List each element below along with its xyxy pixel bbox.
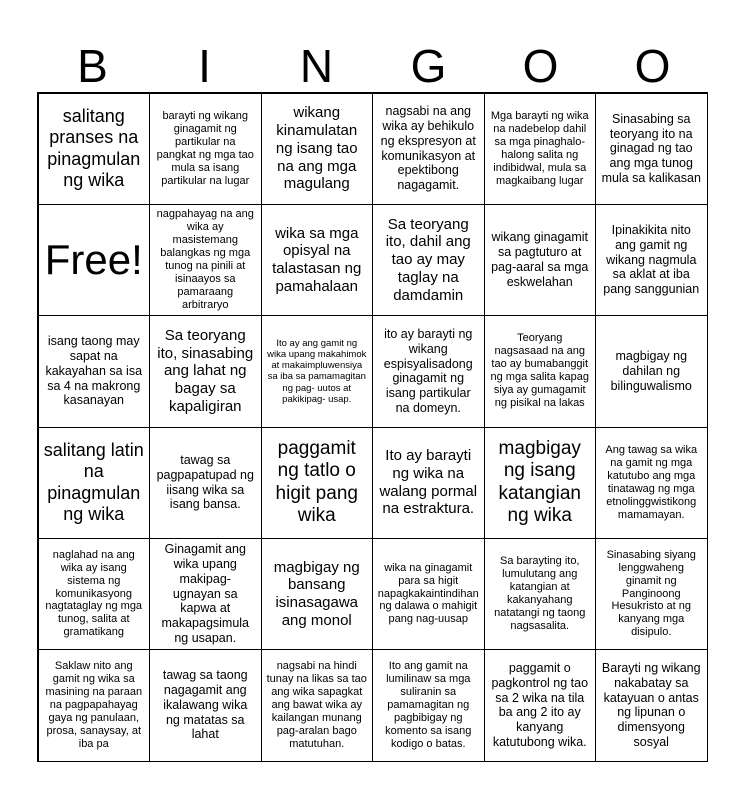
bingo-cell[interactable]: salitang latin na pinagmulan ng wika	[38, 427, 151, 539]
bingo-cell[interactable]: Ito ay barayti ng wika na walang pormal na estraktura.	[372, 427, 485, 539]
bingo-cell[interactable]: Ang tawag sa wika na gamit ng mga katutubo ang mga tinatawag ng mga etnolinggwistikong mamamayan.	[595, 427, 708, 539]
bingo-cell[interactable]: nagpahayag na ang wika ay masistemang balangkas ng mga tunog na pinili at isinaayos sa pamaraang arbitraryo	[149, 204, 262, 316]
bingo-cell[interactable]: magbigay ng isang katangian ng wika	[484, 427, 597, 539]
bingo-cell[interactable]: magbigay ng bansang isinasagawa ang monol	[261, 538, 374, 650]
header-letter-g: G	[410, 40, 447, 92]
bingo-cell[interactable]: magbigay ng dahilan ng bilinguwalismo	[595, 315, 708, 427]
bingo-cell[interactable]: Sa teoryang ito, sinasabing ang lahat ng bagay sa kapaligiran	[149, 315, 262, 427]
header-letter-b: B	[77, 40, 108, 92]
bingo-cell[interactable]: isang taong may sapat na kakayahan sa isa sa 4 na makrong kasanayan	[38, 315, 151, 427]
free-space-cell[interactable]: Free!	[38, 204, 151, 316]
bingo-cell[interactable]: nagsabi na ang wika ay behikulo ng ekspresyon at komunikasyon at epektibong nagagamit.	[372, 93, 485, 205]
header-letter-i: I	[198, 40, 211, 92]
bingo-cell[interactable]: wikang kinamulatan ng isang tao na ang mga magulang	[261, 93, 374, 205]
bingo-cell[interactable]: Ito ay ang gamit ng wika upang makahimok at makaimpluwensiya sa iba sa pamamagitan ng pag- uutos at pakikipag- usap.	[261, 315, 374, 427]
bingo-cell[interactable]: tawag sa pagpapatupad ng iisang wika sa isang bansa.	[149, 427, 262, 539]
header-letter-n: N	[299, 40, 334, 92]
bingo-cell[interactable]: wikang ginagamit sa pagtuturo at pag-aaral sa mga eskwelahan	[484, 204, 597, 316]
bingo-cell[interactable]: Ito ang gamit na lumilinaw sa mga suliranin sa pamamagitan ng pagbibigay ng komento sa isang kodigo o batas.	[372, 649, 485, 761]
bingo-cell[interactable]: ito ay barayti ng wikang espisyalisadong ginagamit ng isang partikular na domeyn.	[372, 315, 485, 427]
bingo-cell[interactable]: Sinasabing sa teoryang ito na ginagad ng tao ang mga tunog mula sa kalikasan	[595, 93, 708, 205]
bingo-cell[interactable]: Mga barayti ng wika na nadebelop dahil sa mga pinaghalo-halong salita ng indibidwal, mula sa magkaibang lugar	[484, 93, 597, 205]
bingo-cell[interactable]: paggamit ng tatlo o higit pang wika	[261, 427, 374, 539]
bingo-cell[interactable]: Sa barayting ito, lumulutang ang katangian at kakanyahang natatangi ng taong nagsasalita.	[484, 538, 597, 650]
bingo-cell[interactable]: Ginagamit ang wika upang makipag- ugnayan sa kapwa at makapagsimula ng usapan.	[149, 538, 262, 650]
bingo-cell[interactable]: Saklaw nito ang gamit ng wika sa masining na paraan na pagpapahayag gaya ng panulaan, prosa, sanaysay, at iba pa	[38, 649, 151, 761]
bingo-cell[interactable]: paggamit o pagkontrol ng tao sa 2 wika na tila ba ang 2 ito ay kanyang katutubong wika.	[484, 649, 597, 761]
bingo-cell[interactable]: salitang pranses na pinagmulan ng wika	[38, 93, 151, 205]
bingo-header	[37, 38, 708, 94]
bingo-cell[interactable]: Ipinakikita nito ang gamit ng wikang nagmula sa aklat at iba pang sanggunian	[595, 204, 708, 316]
bingo-cell[interactable]: nagsabi na hindi tunay na likas sa tao ang wika sapagkat ang bawat wika ay kailangan munang pag-aralan bago matutuhan.	[261, 649, 374, 761]
bingo-cell[interactable]: wika na ginagamit para sa higit napagkakaintindihan ng dalawa o mahigit pang nag-uusap	[372, 538, 485, 650]
header-letter-o1: O	[522, 40, 559, 92]
bingo-cell[interactable]: naglahad na ang wika ay isang sistema ng komunikasyong nagtataglay ng mga tunog, salita at gramatikang	[38, 538, 151, 650]
bingo-cell[interactable]: tawag sa taong nagagamit ang ikalawang wika ng matatas sa lahat	[149, 649, 262, 761]
bingo-cell[interactable]: Teoryang nagsasaad na ang tao ay bumabanggit ng mga salita kapag siya ay gumagamit ng pisikal na lakas	[484, 315, 597, 427]
bingo-cell[interactable]: Sinasabing siyang lenggwaheng ginamit ng Panginoong Hesukristo at ng kanyang mga disipulo.	[595, 538, 708, 650]
bingo-cell[interactable]: barayti ng wikang ginagamit ng partikular na pangkat ng mga tao mula sa isang partikular na lugar	[149, 93, 262, 205]
bingo-cell[interactable]: wika sa mga opisyal na talastasan ng pamahalaan	[261, 204, 374, 316]
bingo-board	[37, 92, 708, 762]
header-letter-o2: O	[634, 40, 671, 92]
bingo-cell[interactable]: Barayti ng wikang nakabatay sa katayuan o antas ng lipunan o dimensyong sosyal	[595, 649, 708, 761]
bingo-cell[interactable]: Sa teoryang ito, dahil ang tao ay may taglay na damdamin	[372, 204, 485, 316]
